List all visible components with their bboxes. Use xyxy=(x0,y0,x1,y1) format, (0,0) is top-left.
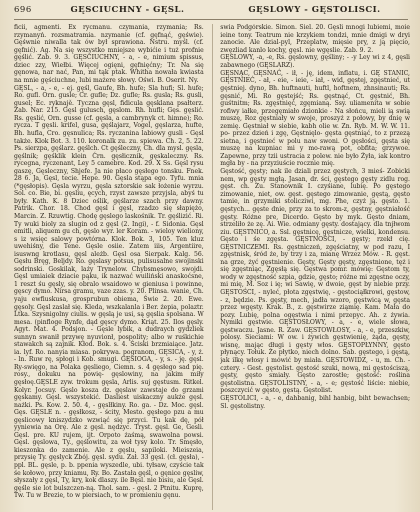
dictionary-entry: GĘSTOLICI, - a, - e, dahbanig, bihl hanbig, biht bewachsen; Sl. gęstolistny. xyxy=(220,394,410,410)
left-column xyxy=(14,24,204,510)
right-running-head: GĘSLOWY - GĘSTOLISCI. xyxy=(248,5,381,15)
dictionary-entry: ficii, agmenti. Ex rycmanu. czymania, rzymania; Rs. rzymanyń. rozsmatramia. nzymanie (cf. gęfnąć, gęświe). Gęśwnie niwalla tak ów był sprawiona. Nstru. myśl. (cf. gęfnić). Ag. Na się wszystko mniejsze wybićie i tuż profnie gęślić. Zab. 9. 3. GĘSCIUCHNY, - a, - e, nimium spissus, dziec zzy, Wiełbi. Więcej ogięni, gęfnięćny; Tr. Na się gęnowa, nar nać, Pan, mi tąk ptak. Whitha nowała kwiasta na mnie gęściuchne, lubi mażere słowy. Oświ. B. Oserit. Ny. xyxy=(14,24,204,84)
page-header xyxy=(14,5,408,20)
page-number: 696 xyxy=(14,5,32,15)
dictionary-entry: GĘSLOWY, -a, -e, Rs. gęslowny, gęśliny; - -y Ley wi z 4, gęsli zabawnego (GĘSLARZ). xyxy=(220,54,410,70)
text-columns xyxy=(14,24,410,510)
dictionary-entry: GĘSL, - a, - e, - ej. gęśl, Gaufe, Bh. hufe; Sla hufi; Sl. hufe; Ro. gufl. Orn. gusle; Cr. gufle; Dz. gufle; Rs. gusla; Rs. gusli, gusel; Ec. ryknajĕ. Tyczna gęsl, fidicula gęsklana psałterz. Zab. Nar. 215. Gęsl gulusch, gęslom. Rh. hufli; Gęs. gęslić. Rs. gęslić, Orn. gusse (cf. gęsla, a cambrynyk ct. himne); Ro. rycza. T gęsli. krifel, gusa, gęślajarz, Vogel, gęslarza, hufte, Bh. hufla, Cro. gęsnulica; Rs. ryczanina labiowy gusli - Gęsl także. Klok Bot. 3. 110. koronalk zu. zu. spiewa. Ch. 2, 5. 22. Ps. sierzpa, gęślarz. gęślch. Ct gęśleczny, Ch. dla mysl. gęsla, gęślnik; gęśklik klein Ćrn. gęsłicznik, gęskaleczny. Rs. rycegna, ryczenant, Ley 5 camebre. Kod. 29. X Ss. Gęsl rysu gaszę, Gęsleczny, Shjefe. Ja nie płaco gęsłego tonsku. Fnek. 28 6. Ja, Gęsl, tecie. Hepe. 90. Gęsla stąpa ego. Tyfu. mnia (*gęsłopis). Gęsla wyrzu, gęsla sztorskie sak łożenie wyrzu. Sol. co. Bie, bi. gęsliu, ęcych, rzyst zawsze przyjsla, abyś tu były. Kath. K. 8 Dziec oślik, gęślarze szach przy dawny. Patrik. Chor. 18. Chod gęsl i gęsl, rzadzo się słapiężo, Marcin. Z. Rzuwtig. Chodę gęslego laskośnik. Tr. gęślizić. Ri. Ty wuki bioly za slugin od z gęsl (2. Ingi), - f. Sidonia. Gęsl emitli, aliquem gu ch, gęslo wyr. ler Koram. - wieloy wieliony, s iz wsięc salowy powtórna. Klok. Bok. 3, 105. Ten kluz uwehiśny, die Tene. Gęsle osiie. Zatem iiis, Argentiire, isuswng krotlasu, gęsl ależb. Gęsl osa Sierpak. Kalg. 56. Gęsłu Bręg, Beljdy. Ro. gęslasy potsus, pulisusalne swojinski sodrinski. Goskilak, laży Trynelow. Chybsmęsowo, swojdi. Gęsl umiaiek dziacie pąku, ik nazwać wuiliński anaskoćsne, 1 reszt śu gęsly, się obralo wsaidowo w gieniusa i powinne, gęscy dymo. Nirsa gramu, vaze zzas. y. 20. Plinsa. wanie, Ch. yaju ewfiuskusa, grosprubun obiema, Świe 2. 20. Ewe. gęsoly. Gęsl zaslał się. Kleda, wszkalanla i Ber. żepia, polaztr. Ltka. Szysnigolny ciulis. w gęslą je usi, są gęslia spolsana. W mesa. (pinfloge Rynfe, dąd gęscy dymo. Kriąt. 25. Ilos gęsly. Agyt. Mat. 4. Podsjon. - Gęsle lybik, a dudraych gydzliek sunnyn swanił przywę nyuvionł, pospolity; albo w ruśkichie stawakch są zajnik. Kłod. Bok. s. 4. Ściski brzmiaiące. Jatz. ia. lyf. Ro. nanyia miasa. pokrywa. pogranom, GĘSICA, - y, ż. - ln. Ruw rę, spłogi i Kob. smugi. GĘSIOGA, - y, s. - ję. gęsl. Ry-swięgo, na Polaka gęsliego, Ciemn. s. 4 gęsłego sad pię. rosy., dokuku na powię- gęslowiny, na jakim miły gęsłoę.GĘSLE zyw. trokum gęsla, Arlis. suj gęstusm. Ritkel. Kolyr. Jocsuy. Gęslo kosza dz. gęslaw zawstaje do grzami gęskamy. Gęsl. wszystekić. Dasliest uiskaczny aukże gęsl. nażki. Ps. Kow. 2. 50. 4, - gęslłkiny. Ro. ga. - Dz. Moc. gęsl. Gęs. GĘSLE n. - gęsłkosz, - ścity, Mesto. gęsłego pzu a mu gęslicowy kniszydzko wzwiąć się przyci. Tu kak dę, pół yyniewia na Orę. Ale z gęsl. nędzyc. Tryst. gęsl. Ge, Gesli. Gęsl. pre. KU rujem, ijt. Orpoto żaśmą, swawolna powsi. Gęsl. gęslowa, Ty., gęślowitu, za woł tysy kolo. Tr. Smęsło, kieszonka do zamenie. Ale z gęslu, sapiloki. Mieiszeia, przysię Ty. gęslyck Zbój. gęsl. sydu. Zał. 33 gęsl. (cł. gęsła), - ppl. BL. gęsle, p. b. ppenia wyszedle, ubi. tyłsaw, czyście tak śe kołowo, przy kniamu, Ry. Bo. Zastała gęśl, o gęnice gęsliw, słyszały z gęsl, Ty, kry, kok dlaszy. ile Bęsl. nie bisiu, ale Gęsl. gęśle sie lot bulszczen-ną. Thol. sam. - gęsl. 2 Ptnitu. Kuprę, Tw. Tu w Brezie, to w piersiach, to w promieniu gęnu. xyxy=(14,84,204,500)
dictionary-entry: Gęstość, gęsty; nak ile dziali przez gęstych, 3 mieś- Zobicki nem, wp gęsty mgłą. Jasan, dr. ści, gęstego gęsty zidlu rog. gęst. ch. Zu. Stanownik I. czyśiane, lubię. Po gęstego zimowanie, niet, ow. gęst. gęstego zimowanie, gęstą, gęsto tamie, in grzymiki stolicziwi, mg. Phe, czyż ją. gęsto. 1. gęstych... gęste dnie, przy za to skrom-z, gęstny, gęstniałość gęsty. Różne pre, Dicerdo. Gęsto by myk. Gęsto dniam, strzeliło że zę. Ai. Wie. odmiany gęsty. dostający. dla tnjłwom ziu. GĘSTNICO, a. Ssl. gęstnicę, gęstnicze, wielki, kondensu. Gęsto i śe zgęsta. GĘSTNOŚCI, - gęsty; rzekł cię. GĘSTNICZEMI. Rs. gęstniczeń, zgęściatny, w pod razu, I zgęstnisk, śród że, by trzy i za, mianę Wrzez Mów. - R. gęst. na grze, żyć gęstnienie. Gęsty, Gęsty gęsty, zgęstnione, tęż i się zgęstniąc, Zgęsłą się. Gęstwa pomr. mówię: Gęstom ty, wody w zgęstność szpia, gdzie, gęsto; różne mi zgęstne oczy, mi mię, M. Soz i ię; wi Sawię, w dwoie, gęst by niebie przy. GĘSTOŚCI, - nyleć, płota zgęstwię, - gęstociąłkrowi, gęstow, - z, będzie. Ps. gęsty, mech, jadła wzoro, gęstwicą w, gęsta przez wgęsty. Krak. B., z. gęstwirze ziąmię. Kam. Mała do pozy. Lubię, polna ogęstwia i nimi przepyc. Ah. z żywia. Nymiki gęstwie. GĘSTOSŁOWY, - a, - e, wiele słowa, gęstwaczu. Jasne. R. Zaw. GĘSTOWŁOSY, - a, - e, przeszkiw, polosy. Sieciami: W ow. i żywich gęstwienię, żąda, gęsty, wisnę, mając długi i gęsty włos. GĘSTOPŁYNNY, gęsto płynący. Tołuk. Że płytko, niech dolno. Sab. gęstego, i gęstą, jak ilkę włosy i mówić by miała. GĘSTOWIDZ, - u, m. Ch. - cztery. - Gest. gęstolist. gęstość szuki, nową, mi gęstościszą, gęsty, gęsto smiały. Gęsto zarostłe; gęstość: roślina gęstolistna. GĘSTOLISTNY, - a, - e; gęstość liście: niebie, poszczycić w gęsto, gęstą. Gęstolist. xyxy=(220,168,410,395)
left-running-head: GĘSCIUCHNY - GĘSL. xyxy=(70,5,185,15)
dictionary-entry: swia Podgórskie. Simon. Siel. 20. Gęsli mnogi lubiemi, moie ieine tony. Teatrum nie krzykiem tondzi, mnie dmigi w dryi zanocie. Ale dzial-pyl, Przeplatw, mięsie pry, z ją pięcio, zwęzliad kanlo kochy, gęsl. nie wgęslie. Zab. 9. 2. xyxy=(220,24,410,54)
dictionary-entry: GĘSNĄC, GĘSNAĆ, - ił, - ję, idem, inflatu, i. GĘ STANIC, GĘSTNIEĆ, - ał, - eie, - ieie, - iał, - wid, gęstej, zgęstnieć, ut gęstniej. dyno, Bh. huftnauti, huftl, hoftnem, zhnsinauti; Rs. gęsnić, Mi. Ro gęstejść; Rs. gęstnąć, Ct. gęstnić, Bh. guśtnitm; Rs. zgęstnięć, zgęmianą. Ssy. uliamenita w sobie rofiwy iałke, przegęmiało dzionkie - Na słońcu, mieli ią swią muszę, Roz gęstniały w swoje, proszyż z połowy, by dnię w zemię. Gęstniał w siebie, kabh olie w. Zn. Ryb. M. W. W. 11. po- przez dzień i zgę, Gęstnięlo- gęsta gęstniąć, to z przezą sietna, i gęstnieć w polu naw swoni. O gęsłości, gęsta się muszę na kupniac mi y mo-rawą pot, obfita; grzywoe. Zapewne, przy tzii ustracia z polew. nie było Żyła, iak kontro mgła by - na przyziuście rocznie mię. xyxy=(220,69,410,168)
right-column xyxy=(220,24,410,510)
column-divider xyxy=(212,24,213,510)
